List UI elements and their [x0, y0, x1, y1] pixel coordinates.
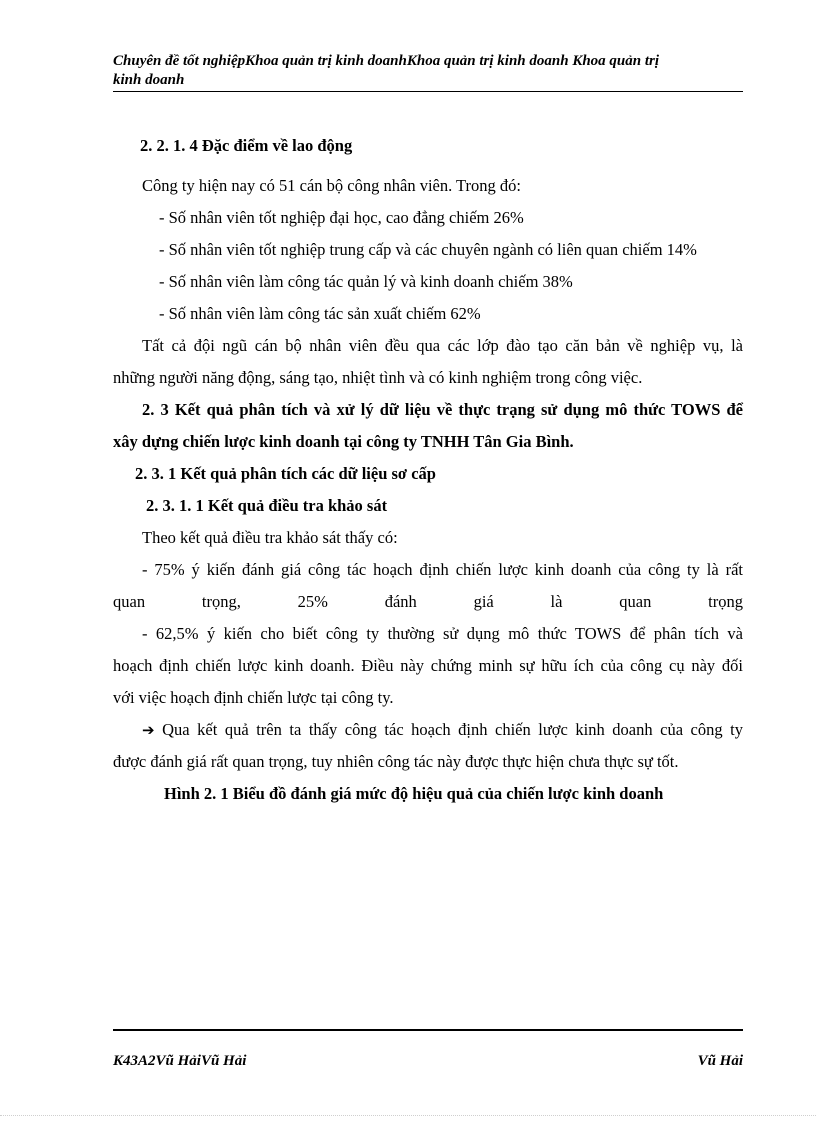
- word: quan: [619, 592, 652, 611]
- section-heading-2-2-1-4: 2. 2. 1. 4 Đặc điểm về lao động: [140, 136, 353, 155]
- bullet-item: - Số nhân viên tốt nghiệp trung cấp và các chuyên ngành có liên quan chiếm 14%: [159, 240, 697, 259]
- conclusion-line-2: được đánh giá rất quan trọng, tuy nhiên công tác này được thực hiện chưa thực sự tốt.: [113, 752, 679, 771]
- arrow-icon: ➔: [142, 721, 155, 739]
- word: giá: [473, 592, 494, 611]
- section-heading-2-3-1: 2. 3. 1 Kết quả phân tích các dữ liệu sơ cấp: [135, 464, 436, 483]
- workforce-intro: Công ty hiện nay có 51 cán bộ công nhân viên. Trong đó:: [142, 176, 522, 195]
- bullet-item: - Số nhân viên tốt nghiệp đại học, cao đẳng chiếm 26%: [159, 208, 524, 227]
- survey-item-1-line-2: [113, 592, 743, 612]
- page-header: [113, 52, 743, 92]
- staff-paragraph-line-1: Tất cả đội ngũ cán bộ nhân viên đều qua các lớp đào tạo căn bản về nghiệp vụ, là: [142, 336, 743, 355]
- figure-caption: Hình 2. 1 Biểu đồ đánh giá mức độ hiệu quả của chiến lược kinh doanh: [164, 784, 664, 803]
- footer-author: Vũ Hải: [697, 1053, 743, 1069]
- section-heading-2-3-1-1: 2. 3. 1. 1 Kết quả điều tra khảo sát: [146, 496, 388, 515]
- page-bottom-border: [0, 1115, 816, 1116]
- bullet-item: - Số nhân viên làm công tác quản lý và kinh doanh chiếm 38%: [159, 272, 573, 291]
- survey-item-2-line-3: với việc hoạch định chiến lược tại công ty.: [113, 688, 394, 707]
- footer-divider: [113, 1029, 743, 1031]
- word: trọng: [708, 592, 743, 611]
- header-line-2: kinh doanh: [113, 72, 185, 88]
- word: trọng,: [201, 592, 241, 611]
- word: đánh: [384, 592, 417, 611]
- survey-intro: Theo kết quả điều tra khảo sát thấy có:: [142, 528, 398, 547]
- staff-paragraph-line-2: những người năng động, sáng tạo, nhiệt tình và có kinh nghiệm trong công việc.: [113, 368, 643, 387]
- footer-left-text: K43A2Vũ HảiVũ Hải: [113, 1053, 247, 1069]
- conclusion-line-1: [113, 720, 743, 740]
- word: là: [550, 592, 563, 611]
- survey-item-2-line-1: - 62,5% ý kiến cho biết công ty thường sử dụng mô thức TOWS để phân tích và: [142, 624, 743, 643]
- section-heading-2-3-line-1: 2. 3 Kết quả phân tích và xử lý dữ liệu về thực trạng sử dụng mô thức TOWS để: [142, 400, 743, 419]
- survey-item-2-line-2: hoạch định chiến lược kinh doanh. Điều này chứng minh sự hữu ích của công cụ này đối: [113, 656, 743, 675]
- conclusion-text: Qua kết quả trên ta thấy công tác hoạch định chiến lược kinh doanh của công ty: [162, 720, 744, 739]
- survey-item-1-line-1: - 75% ý kiến đánh giá công tác hoạch định chiến lược kinh doanh của công ty là rất: [142, 560, 743, 579]
- bullet-item: - Số nhân viên làm công tác sản xuất chiếm 62%: [159, 304, 481, 323]
- section-heading-2-3-line-2: xây dựng chiến lược kinh doanh tại công ty TNHH Tân Gia Bình.: [113, 432, 574, 451]
- header-line-1: Chuyên đề tốt nghiệpKhoa quản trị kinh doanhKhoa quản trị kinh doanh Khoa quản trị: [113, 53, 660, 69]
- word: quan: [113, 592, 146, 611]
- word: 25%: [297, 592, 328, 611]
